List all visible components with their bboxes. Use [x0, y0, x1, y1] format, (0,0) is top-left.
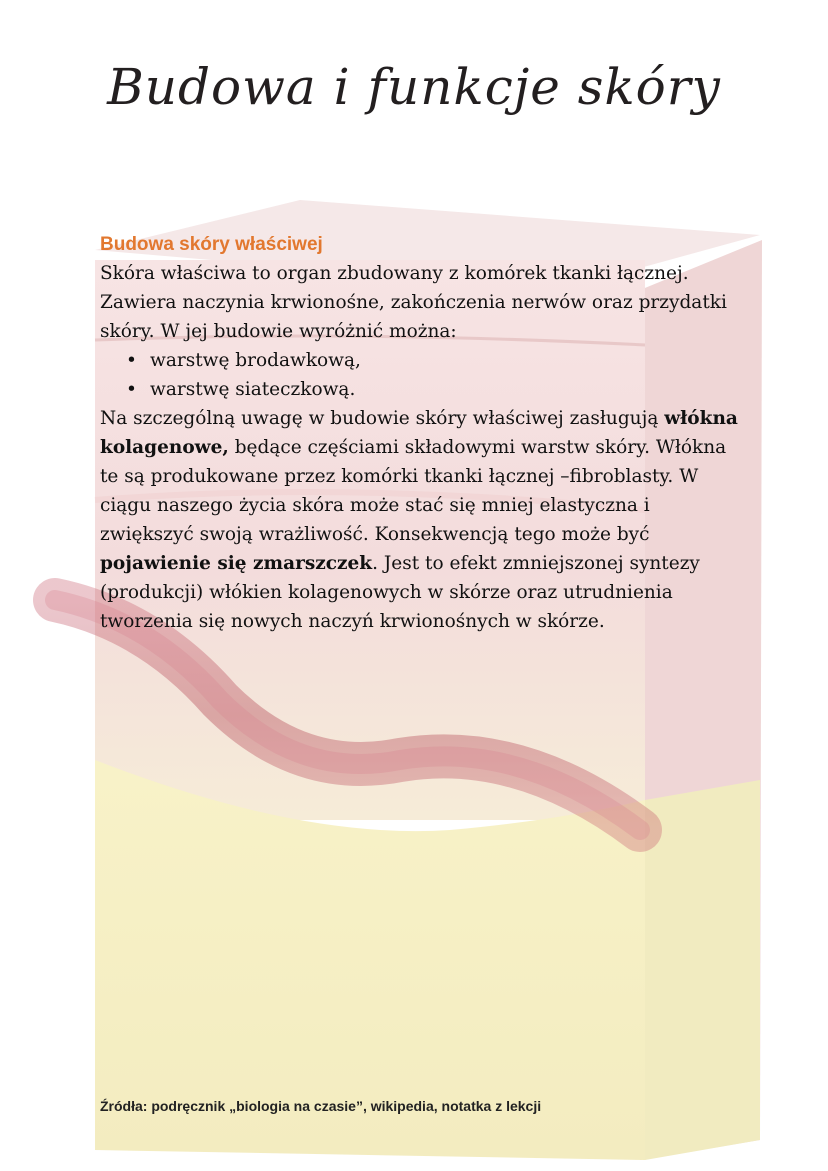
bold-term-collagen: włókna kolagenowe, [100, 408, 738, 458]
section-heading: Budowa skóry właściwej [100, 234, 323, 255]
list-item: • warstwę brodawkową, [148, 346, 740, 375]
bullet-icon: • [126, 350, 137, 371]
bullet-icon: • [126, 379, 137, 400]
page-title: Budowa i funkcje skóry [107, 58, 721, 116]
list-item: • warstwę siateczkową. [148, 375, 740, 404]
bullet-list [100, 346, 740, 404]
paragraph-intro: Skóra właściwa to organ zbudowany z komórek tkanki łącznej. Zawiera naczynia krwionośne, zakończenia nerwów oraz przydatki skóry. W jej budowie wyróżnić można: [100, 263, 727, 342]
bold-term-wrinkles: pojawienie się zmarszczek [100, 553, 373, 574]
content-block [100, 230, 740, 636]
sources-footnote: Źródła: podręcznik „biologia na czasie”, wikipedia, notatka z lekcji [100, 1098, 542, 1114]
paragraph-collagen: Na szczególną uwagę w budowie skóry właściwej zasługują włókna kolagenowe, będące częściami składowymi warstw skóry. Włókna te są produkowane przez komórki tkanki łącznej –fibroblasty. W ciągu naszego życia skóra może stać się mniej elastyczna i zwiększyć swoją wrażliwość. Konsekwencją tego może być pojawienie się zmarszczek. Jest to efekt zmniejszonej syntezy (produkcji) włókien kolagenowych w skórze oraz utrudnienia tworzenia się nowych naczyń krwionośnych w skórze. [100, 408, 738, 632]
